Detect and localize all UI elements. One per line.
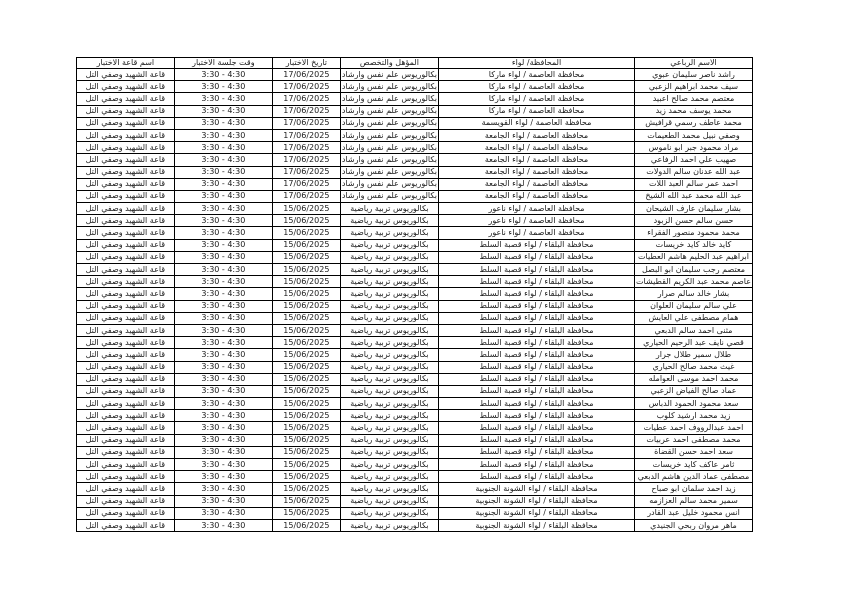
cell-name: محمد عاطف رسمي قرافيش xyxy=(635,117,753,129)
cell-governorate: محافظة البلقاء / لواء قصبة السلط xyxy=(439,434,635,446)
cell-qualification: بكالوريوس تربية رياضية xyxy=(340,385,438,397)
table-row xyxy=(76,69,752,81)
cell-date: 17/06/2025 xyxy=(272,117,340,129)
cell-governorate: محافظة البلقاء / لواء قصبة السلط xyxy=(439,410,635,422)
cell-name: غيث محمد صالح الحياري xyxy=(635,361,753,373)
cell-name: مصطفى عماد الدين هاشم الدبعي xyxy=(635,471,753,483)
cell-time: 3:30 - 4:30 xyxy=(174,434,272,446)
cell-governorate: محافظة البلقاء / لواء الشونة الجنوبية xyxy=(439,483,635,495)
cell-qualification: بكالوريوس تربية رياضية xyxy=(340,471,438,483)
cell-qualification: بكالوريوس تربية رياضية xyxy=(340,227,438,239)
cell-hall: قاعة الشهيد وصفي التل xyxy=(76,154,174,166)
cell-hall: قاعة الشهيد وصفي التل xyxy=(76,276,174,288)
cell-governorate: محافظة العاصمة / لواء ماركا xyxy=(439,81,635,93)
cell-governorate: محافظة البلقاء / لواء قصبة السلط xyxy=(439,251,635,263)
cell-date: 15/06/2025 xyxy=(272,337,340,349)
cell-name: عبد الله عدنان سالم الدولات xyxy=(635,166,753,178)
cell-time: 3:30 - 4:30 xyxy=(174,337,272,349)
cell-qualification: بكالوريوس تربية رياضية xyxy=(340,495,438,507)
cell-name: طلال سمير طلال جرار xyxy=(635,349,753,361)
cell-date: 17/06/2025 xyxy=(272,154,340,166)
cell-date: 17/06/2025 xyxy=(272,166,340,178)
cell-time: 3:30 - 4:30 xyxy=(174,349,272,361)
cell-date: 15/06/2025 xyxy=(272,398,340,410)
cell-name: مراد محمود جبر ابو ناموس xyxy=(635,142,753,154)
cell-qualification: بكالوريوس تربية رياضية xyxy=(340,434,438,446)
cell-date: 17/06/2025 xyxy=(272,142,340,154)
cell-qualification: بكالوريوس تربية رياضية xyxy=(340,446,438,458)
table-row xyxy=(76,264,752,276)
cell-name: كايد خالد كايد خريسات xyxy=(635,239,753,251)
cell-governorate: محافظة العاصمة / لواء القويسمة xyxy=(439,117,635,129)
table-row xyxy=(76,373,752,385)
cell-governorate: محافظة البلقاء / لواء قصبة السلط xyxy=(439,239,635,251)
cell-hall: قاعة الشهيد وصفي التل xyxy=(76,373,174,385)
cell-hall: قاعة الشهيد وصفي التل xyxy=(76,483,174,495)
table-row xyxy=(76,129,752,141)
cell-date: 15/06/2025 xyxy=(272,519,340,531)
cell-name: ماهر مروان ربحي الجنيدي xyxy=(635,519,753,531)
cell-name: معتصم محمد صالح اعبيد xyxy=(635,93,753,105)
cell-governorate: محافظة العاصمة / لواء ماركا xyxy=(439,105,635,117)
cell-governorate: محافظة البلقاء / لواء قصبة السلط xyxy=(439,276,635,288)
cell-time: 3:30 - 4:30 xyxy=(174,507,272,519)
cell-time: 3:30 - 4:30 xyxy=(174,495,272,507)
table-row xyxy=(76,495,752,507)
cell-time: 3:30 - 4:30 xyxy=(174,203,272,215)
cell-hall: قاعة الشهيد وصفي التل xyxy=(76,264,174,276)
cell-name: عبد الله محمد عبد الله الشيخ xyxy=(635,190,753,202)
cell-time: 3:30 - 4:30 xyxy=(174,324,272,336)
cell-date: 15/06/2025 xyxy=(272,373,340,385)
cell-hall: قاعة الشهيد وصفي التل xyxy=(76,385,174,397)
cell-date: 15/06/2025 xyxy=(272,203,340,215)
cell-date: 17/06/2025 xyxy=(272,129,340,141)
cell-hall: قاعة الشهيد وصفي التل xyxy=(76,203,174,215)
cell-time: 3:30 - 4:30 xyxy=(174,288,272,300)
cell-time: 3:30 - 4:30 xyxy=(174,519,272,531)
cell-qualification: بكالوريوس تربية رياضية xyxy=(340,288,438,300)
cell-hall: قاعة الشهيد وصفي التل xyxy=(76,446,174,458)
column-header-hall: اسم قاعة الاختبار xyxy=(76,58,174,69)
table-row xyxy=(76,324,752,336)
cell-qualification: بكالوريوس تربية رياضية xyxy=(340,300,438,312)
cell-time: 3:30 - 4:30 xyxy=(174,117,272,129)
cell-name: ثامر عاكف كايد خريسات xyxy=(635,459,753,471)
cell-qualification: بكالوريوس علم نفس وارشاد xyxy=(340,129,438,141)
cell-qualification: بكالوريوس تربية رياضية xyxy=(340,459,438,471)
cell-governorate: محافظة البلقاء / لواء قصبة السلط xyxy=(439,312,635,324)
cell-hall: قاعة الشهيد وصفي التل xyxy=(76,93,174,105)
table-row xyxy=(76,507,752,519)
cell-qualification: بكالوريوس تربية رياضية xyxy=(340,239,438,251)
cell-name: احمد عبدالرووف احمد عطيات xyxy=(635,422,753,434)
cell-hall: قاعة الشهيد وصفي التل xyxy=(76,495,174,507)
cell-governorate: محافظة البلقاء / لواء الشونة الجنوبية xyxy=(439,495,635,507)
cell-name: انس محمود خليل عبد القادر xyxy=(635,507,753,519)
table-row xyxy=(76,276,752,288)
cell-governorate: محافظة البلقاء / لواء الشونة الجنوبية xyxy=(439,507,635,519)
table-row xyxy=(76,312,752,324)
table-row xyxy=(76,166,752,178)
cell-time: 3:30 - 4:30 xyxy=(174,446,272,458)
cell-name: سعد محمود الحمود الدباس xyxy=(635,398,753,410)
cell-name: بشار سليمان عارف الشيحان xyxy=(635,203,753,215)
cell-hall: قاعة الشهيد وصفي التل xyxy=(76,129,174,141)
cell-name: سعد احمد حسن القضاة xyxy=(635,446,753,458)
cell-qualification: بكالوريوس تربية رياضية xyxy=(340,507,438,519)
cell-qualification: بكالوريوس تربية رياضية xyxy=(340,276,438,288)
table-row xyxy=(76,215,752,227)
table-header xyxy=(76,58,752,69)
cell-governorate: محافظة البلقاء / لواء قصبة السلط xyxy=(439,300,635,312)
table-row xyxy=(76,142,752,154)
cell-qualification: بكالوريوس تربية رياضية xyxy=(340,483,438,495)
cell-time: 3:30 - 4:30 xyxy=(174,69,272,81)
cell-governorate: محافظة العاصمة / لواء الجامعة xyxy=(439,142,635,154)
cell-hall: قاعة الشهيد وصفي التل xyxy=(76,519,174,531)
table-row xyxy=(76,519,752,531)
cell-time: 3:30 - 4:30 xyxy=(174,300,272,312)
cell-qualification: بكالوريوس علم نفس وارشاد xyxy=(340,81,438,93)
cell-qualification: بكالوريوس تربية رياضية xyxy=(340,251,438,263)
cell-qualification: بكالوريوس علم نفس وارشاد xyxy=(340,166,438,178)
cell-name: سيف محمد ابراهيم الزعبي xyxy=(635,81,753,93)
cell-governorate: محافظة البلقاء / لواء قصبة السلط xyxy=(439,373,635,385)
table-row xyxy=(76,459,752,471)
cell-governorate: محافظة البلقاء / لواء قصبة السلط xyxy=(439,288,635,300)
column-header-time: وقت جلسة الاختبار xyxy=(174,58,272,69)
cell-governorate: محافظة البلقاء / لواء قصبة السلط xyxy=(439,361,635,373)
cell-date: 15/06/2025 xyxy=(272,288,340,300)
cell-governorate: محافظة البلقاء / لواء قصبة السلط xyxy=(439,459,635,471)
cell-hall: قاعة الشهيد وصفي التل xyxy=(76,507,174,519)
cell-hall: قاعة الشهيد وصفي التل xyxy=(76,142,174,154)
table-row xyxy=(76,251,752,263)
cell-time: 3:30 - 4:30 xyxy=(174,129,272,141)
table-row xyxy=(76,190,752,202)
cell-governorate: محافظة البلقاء / لواء قصبة السلط xyxy=(439,471,635,483)
cell-name: راشد ناصر سليمان عبوي xyxy=(635,69,753,81)
table-row xyxy=(76,154,752,166)
cell-hall: قاعة الشهيد وصفي التل xyxy=(76,324,174,336)
cell-hall: قاعة الشهيد وصفي التل xyxy=(76,251,174,263)
cell-governorate: محافظة العاصمة / لواء ناعور xyxy=(439,227,635,239)
cell-governorate: محافظة العاصمة / لواء ناعور xyxy=(439,215,635,227)
cell-date: 15/06/2025 xyxy=(272,312,340,324)
table-row xyxy=(76,398,752,410)
cell-name: محمد احمد موسى العوامله xyxy=(635,373,753,385)
cell-qualification: بكالوريوس تربية رياضية xyxy=(340,398,438,410)
cell-qualification: بكالوريوس تربية رياضية xyxy=(340,422,438,434)
column-header-name: الاسم الرباعي xyxy=(635,58,753,69)
cell-governorate: محافظة البلقاء / لواء قصبة السلط xyxy=(439,324,635,336)
cell-time: 3:30 - 4:30 xyxy=(174,215,272,227)
table-row xyxy=(76,422,752,434)
cell-time: 3:30 - 4:30 xyxy=(174,385,272,397)
cell-qualification: بكالوريوس علم نفس وارشاد xyxy=(340,117,438,129)
cell-date: 15/06/2025 xyxy=(272,276,340,288)
column-header-governorate: المحافظة/ لواء xyxy=(439,58,635,69)
cell-time: 3:30 - 4:30 xyxy=(174,251,272,263)
cell-governorate: محافظة العاصمة / لواء الجامعة xyxy=(439,166,635,178)
cell-hall: قاعة الشهيد وصفي التل xyxy=(76,166,174,178)
cell-name: بشار خالد سالم صرار xyxy=(635,288,753,300)
cell-qualification: بكالوريوس علم نفس وارشاد xyxy=(340,93,438,105)
cell-hall: قاعة الشهيد وصفي التل xyxy=(76,288,174,300)
cell-qualification: بكالوريوس تربية رياضية xyxy=(340,203,438,215)
cell-governorate: محافظة العاصمة / لواء ماركا xyxy=(439,69,635,81)
cell-date: 15/06/2025 xyxy=(272,434,340,446)
cell-qualification: بكالوريوس تربية رياضية xyxy=(340,264,438,276)
cell-qualification: بكالوريوس تربية رياضية xyxy=(340,361,438,373)
cell-qualification: بكالوريوس علم نفس وارشاد xyxy=(340,69,438,81)
cell-name: زيد محمد ارشيد كلوب xyxy=(635,410,753,422)
cell-date: 15/06/2025 xyxy=(272,239,340,251)
cell-hall: قاعة الشهيد وصفي التل xyxy=(76,361,174,373)
cell-time: 3:30 - 4:30 xyxy=(174,154,272,166)
cell-hall: قاعة الشهيد وصفي التل xyxy=(76,178,174,190)
cell-time: 3:30 - 4:30 xyxy=(174,312,272,324)
cell-date: 17/06/2025 xyxy=(272,190,340,202)
cell-qualification: بكالوريوس تربية رياضية xyxy=(340,410,438,422)
cell-qualification: بكالوريوس علم نفس وارشاد xyxy=(340,154,438,166)
table-row xyxy=(76,446,752,458)
cell-time: 3:30 - 4:30 xyxy=(174,190,272,202)
cell-date: 15/06/2025 xyxy=(272,446,340,458)
cell-hall: قاعة الشهيد وصفي التل xyxy=(76,215,174,227)
cell-time: 3:30 - 4:30 xyxy=(174,178,272,190)
cell-governorate: محافظة البلقاء / لواء قصبة السلط xyxy=(439,385,635,397)
cell-name: صهيب علي احمد الرفاعي xyxy=(635,154,753,166)
cell-date: 15/06/2025 xyxy=(272,483,340,495)
cell-qualification: بكالوريوس تربية رياضية xyxy=(340,215,438,227)
cell-time: 3:30 - 4:30 xyxy=(174,361,272,373)
cell-name: محمد محمود منصور الفقراء xyxy=(635,227,753,239)
cell-time: 3:30 - 4:30 xyxy=(174,227,272,239)
table-row xyxy=(76,81,752,93)
cell-qualification: بكالوريوس تربية رياضية xyxy=(340,324,438,336)
cell-governorate: محافظة العاصمة / لواء الجامعة xyxy=(439,190,635,202)
cell-name: وصفي نبيل محمد الطعيمات xyxy=(635,129,753,141)
cell-governorate: محافظة البلقاء / لواء قصبة السلط xyxy=(439,398,635,410)
cell-governorate: محافظة العاصمة / لواء الجامعة xyxy=(439,178,635,190)
cell-hall: قاعة الشهيد وصفي التل xyxy=(76,434,174,446)
cell-hall: قاعة الشهيد وصفي التل xyxy=(76,410,174,422)
cell-time: 3:30 - 4:30 xyxy=(174,471,272,483)
table-row xyxy=(76,105,752,117)
cell-governorate: محافظة العاصمة / لواء ناعور xyxy=(439,203,635,215)
cell-date: 15/06/2025 xyxy=(272,410,340,422)
cell-qualification: بكالوريوس علم نفس وارشاد xyxy=(340,190,438,202)
cell-qualification: بكالوريوس تربية رياضية xyxy=(340,337,438,349)
cell-name: حسن سالم حسن الزبود xyxy=(635,215,753,227)
cell-hall: قاعة الشهيد وصفي التل xyxy=(76,300,174,312)
table-body xyxy=(76,69,752,532)
cell-time: 3:30 - 4:30 xyxy=(174,166,272,178)
cell-date: 15/06/2025 xyxy=(272,495,340,507)
cell-date: 15/06/2025 xyxy=(272,349,340,361)
cell-time: 3:30 - 4:30 xyxy=(174,239,272,251)
column-header-date: تاريخ الاختبار xyxy=(272,58,340,69)
cell-name: محمد يوسف محمد زيد xyxy=(635,105,753,117)
table-row xyxy=(76,337,752,349)
table-row xyxy=(76,203,752,215)
cell-name: مثنى احمد سالم الدبعي xyxy=(635,324,753,336)
cell-date: 15/06/2025 xyxy=(272,300,340,312)
cell-date: 15/06/2025 xyxy=(272,251,340,263)
cell-qualification: بكالوريوس تربية رياضية xyxy=(340,312,438,324)
cell-time: 3:30 - 4:30 xyxy=(174,483,272,495)
cell-name: معتصم رجب سليمان ابو البصل xyxy=(635,264,753,276)
cell-qualification: بكالوريوس علم نفس وارشاد xyxy=(340,142,438,154)
cell-date: 17/06/2025 xyxy=(272,105,340,117)
cell-date: 15/06/2025 xyxy=(272,215,340,227)
cell-hall: قاعة الشهيد وصفي التل xyxy=(76,349,174,361)
cell-governorate: محافظة العاصمة / لواء الجامعة xyxy=(439,154,635,166)
cell-qualification: بكالوريوس علم نفس وارشاد xyxy=(340,105,438,117)
cell-date: 15/06/2025 xyxy=(272,471,340,483)
cell-name: محمد مصطفى احمد عربيات xyxy=(635,434,753,446)
cell-hall: قاعة الشهيد وصفي التل xyxy=(76,312,174,324)
cell-time: 3:30 - 4:30 xyxy=(174,276,272,288)
cell-time: 3:30 - 4:30 xyxy=(174,93,272,105)
cell-name: همام مصطفى علي العايش xyxy=(635,312,753,324)
cell-governorate: محافظة العاصمة / لواء الجامعة xyxy=(439,129,635,141)
header-row xyxy=(76,58,752,69)
cell-governorate: محافظة العاصمة / لواء ماركا xyxy=(439,93,635,105)
cell-name: احمد عمر سالم العبد اللات xyxy=(635,178,753,190)
cell-time: 3:30 - 4:30 xyxy=(174,373,272,385)
cell-hall: قاعة الشهيد وصفي التل xyxy=(76,81,174,93)
table-row xyxy=(76,178,752,190)
table-row xyxy=(76,361,752,373)
cell-hall: قاعة الشهيد وصفي التل xyxy=(76,459,174,471)
cell-hall: قاعة الشهيد وصفي التل xyxy=(76,105,174,117)
cell-hall: قاعة الشهيد وصفي التل xyxy=(76,471,174,483)
cell-governorate: محافظة البلقاء / لواء قصبة السلط xyxy=(439,422,635,434)
cell-hall: قاعة الشهيد وصفي التل xyxy=(76,227,174,239)
cell-time: 3:30 - 4:30 xyxy=(174,105,272,117)
table-row xyxy=(76,434,752,446)
table-row xyxy=(76,288,752,300)
cell-qualification: بكالوريوس تربية رياضية xyxy=(340,519,438,531)
cell-date: 15/06/2025 xyxy=(272,507,340,519)
table-row xyxy=(76,349,752,361)
cell-governorate: محافظة البلقاء / لواء قصبة السلط xyxy=(439,349,635,361)
cell-name: زيد احمد سلمان ابو صباح xyxy=(635,483,753,495)
cell-hall: قاعة الشهيد وصفي التل xyxy=(76,190,174,202)
cell-time: 3:30 - 4:30 xyxy=(174,142,272,154)
cell-date: 17/06/2025 xyxy=(272,69,340,81)
exam-schedule-table xyxy=(76,57,753,532)
cell-hall: قاعة الشهيد وصفي التل xyxy=(76,422,174,434)
cell-date: 17/06/2025 xyxy=(272,178,340,190)
table-row xyxy=(76,239,752,251)
cell-name: ابراهيم عبد الحليم هاشم العطيات xyxy=(635,251,753,263)
cell-time: 3:30 - 4:30 xyxy=(174,410,272,422)
cell-date: 17/06/2025 xyxy=(272,93,340,105)
cell-hall: قاعة الشهيد وصفي التل xyxy=(76,117,174,129)
column-header-qualification: المؤهل والتخصص xyxy=(340,58,438,69)
cell-governorate: محافظة البلقاء / لواء قصبة السلط xyxy=(439,264,635,276)
cell-name: سمير محمد سالم العزازمه xyxy=(635,495,753,507)
cell-date: 15/06/2025 xyxy=(272,385,340,397)
cell-governorate: محافظة البلقاء / لواء قصبة السلط xyxy=(439,337,635,349)
table-row xyxy=(76,93,752,105)
cell-date: 15/06/2025 xyxy=(272,264,340,276)
table-row xyxy=(76,483,752,495)
cell-name: علي سالم سليمان العلوان xyxy=(635,300,753,312)
cell-date: 15/06/2025 xyxy=(272,324,340,336)
cell-time: 3:30 - 4:30 xyxy=(174,264,272,276)
cell-date: 17/06/2025 xyxy=(272,81,340,93)
cell-qualification: بكالوريوس علم نفس وارشاد xyxy=(340,178,438,190)
cell-name: قصي نايف عبد الرحيم الحياري xyxy=(635,337,753,349)
table-row xyxy=(76,227,752,239)
cell-name: عاصم محمد عبد الكريم القطيشات xyxy=(635,276,753,288)
cell-date: 15/06/2025 xyxy=(272,422,340,434)
table-row xyxy=(76,300,752,312)
table-row xyxy=(76,471,752,483)
cell-date: 15/06/2025 xyxy=(272,361,340,373)
cell-hall: قاعة الشهيد وصفي التل xyxy=(76,239,174,251)
cell-name: عماد صالح الفياض الزعبي xyxy=(635,385,753,397)
cell-hall: قاعة الشهيد وصفي التل xyxy=(76,69,174,81)
cell-date: 15/06/2025 xyxy=(272,459,340,471)
cell-governorate: محافظة البلقاء / لواء قصبة السلط xyxy=(439,446,635,458)
table-row xyxy=(76,385,752,397)
cell-time: 3:30 - 4:30 xyxy=(174,398,272,410)
cell-time: 3:30 - 4:30 xyxy=(174,422,272,434)
cell-qualification: بكالوريوس تربية رياضية xyxy=(340,349,438,361)
cell-governorate: محافظة البلقاء / لواء الشونة الجنوبية xyxy=(439,519,635,531)
table-row xyxy=(76,117,752,129)
cell-qualification: بكالوريوس تربية رياضية xyxy=(340,373,438,385)
cell-hall: قاعة الشهيد وصفي التل xyxy=(76,337,174,349)
table-row xyxy=(76,410,752,422)
cell-date: 15/06/2025 xyxy=(272,227,340,239)
cell-time: 3:30 - 4:30 xyxy=(174,81,272,93)
cell-time: 3:30 - 4:30 xyxy=(174,459,272,471)
cell-hall: قاعة الشهيد وصفي التل xyxy=(76,398,174,410)
